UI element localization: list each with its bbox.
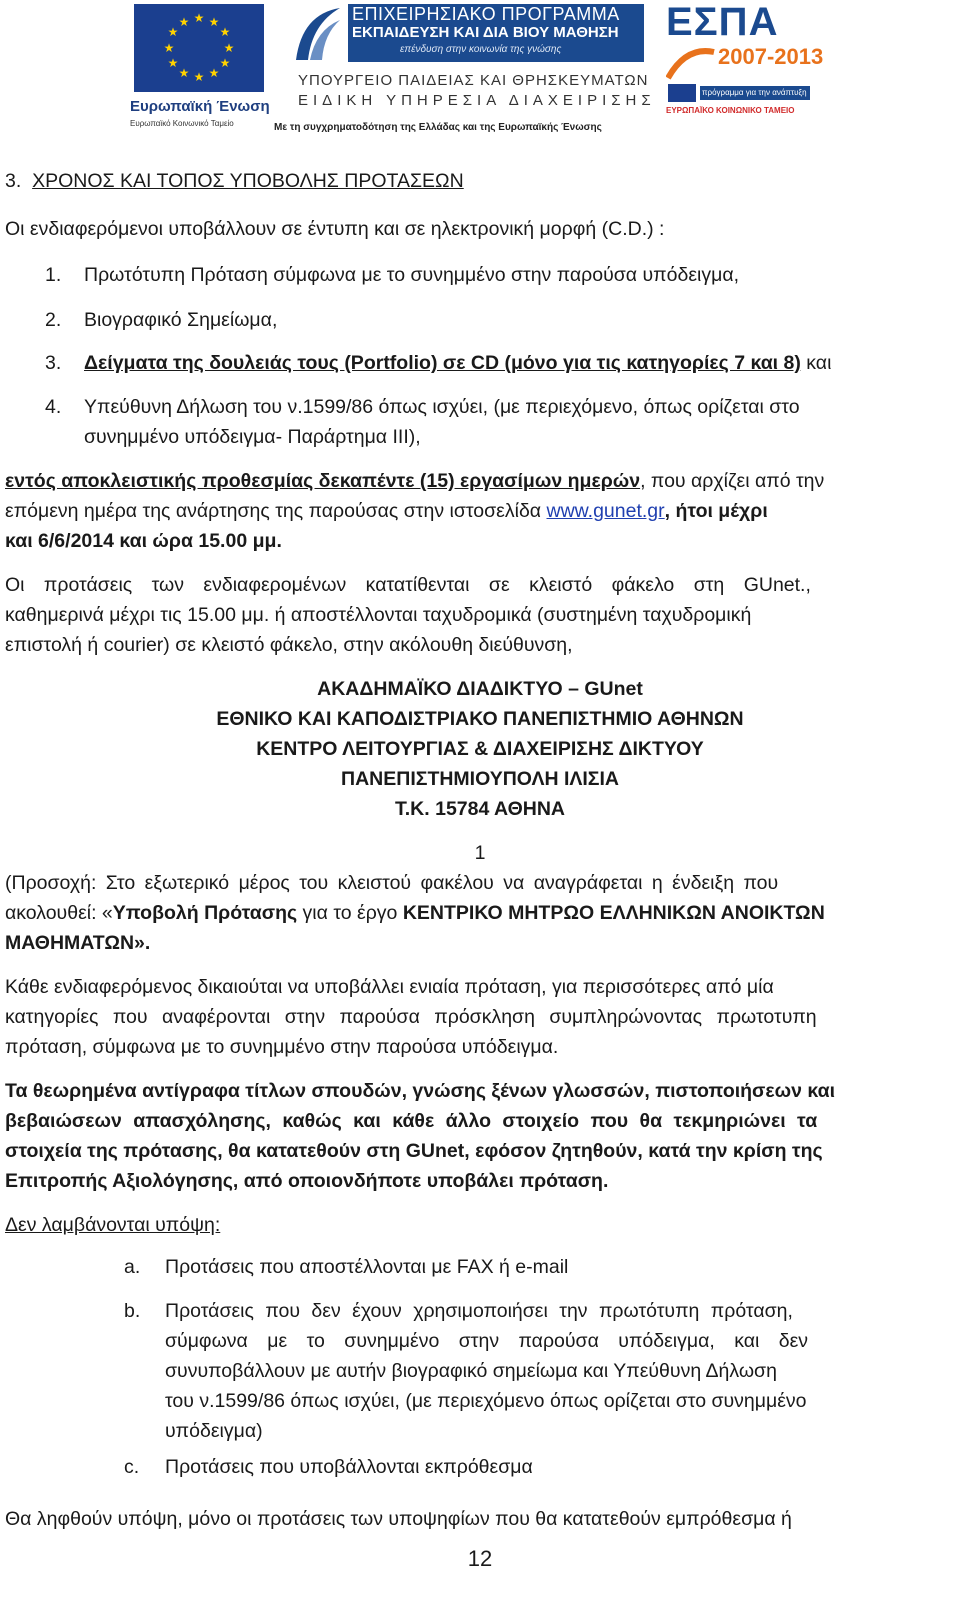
attention-bold2: ΚΕΝΤΡΙΚΟ ΜΗΤΡΩΟ ΕΛΛΗΝΙΚΩΝ ΑΝΟΙΚΤΩΝ <box>402 902 825 924</box>
list-item-line: του ν.1599/86 όπως ισχύει, (με περιεχόμενο όπως ορίζεται στο συνημμένο <box>165 1390 807 1412</box>
svg-text:★: ★ <box>178 15 190 29</box>
final-line: Θα ληφθούν υπόψη, μόνο οι προτάσεις των υποψηφίων που θα κατατεθούν εμπρόθεσμα ή <box>5 1508 792 1530</box>
attention-bold1: Υποβολή Πρότασης <box>112 902 298 924</box>
deadline-line2 <box>5 496 768 526</box>
deadline-line2-bold: , ήτοι μέχρι <box>664 500 768 522</box>
gunet-link[interactable]: www.gunet.gr <box>546 500 665 522</box>
deadline-line2-text: επόμενη ημέρα της ανάρτησης της παρούσας στην ιστοσελίδα <box>5 500 547 522</box>
footnote-mark: 1 <box>474 842 486 864</box>
section-heading <box>5 166 464 196</box>
section-number: 3. <box>5 170 22 192</box>
op-logo-line1: ΕΠΙΧΕΙΡΗΣΙΑΚΟ ΠΡΟΓΡΑΜΜΑ <box>352 4 620 24</box>
list-item-suffix: και <box>800 352 832 374</box>
certified-line2: βεβαιώσεων απασχόλησης, καθώς και κάθε άλλο στοιχείο που θα τεκμηριώνει τα <box>5 1110 818 1132</box>
espa-logo-title: ΕΣΠΑ <box>666 0 779 44</box>
espa-arc-icon <box>666 44 716 80</box>
list-number: 3. <box>45 352 62 374</box>
svg-text:★: ★ <box>219 56 231 70</box>
attention-mid: για το έργο <box>297 902 403 924</box>
intro-text: Οι ενδιαφερόμενοι υποβάλλουν σε έντυπη και σε ηλεκτρονική μορφή (C.D.) : <box>5 218 665 240</box>
address-line: ΑΚΑΔΗΜΑΪΚΟ ΔΙΑΔΙΚΤΥΟ – GUnet <box>317 678 643 700</box>
svg-text:★: ★ <box>208 66 220 80</box>
list-item <box>84 348 831 378</box>
cofinance-text: Με τη συγχρηματοδότηση της Ελλάδας και της Ευρωπαϊκής Ένωσης <box>274 122 602 133</box>
op-logo-line3: επένδυση στην κοινωνία της γνώσης <box>400 44 562 55</box>
list-number: 4. <box>45 396 62 418</box>
certified-line1: Τα θεωρημένα αντίγραφα τίτλων σπουδών, γνώσης ξένων γλωσσών, πιστοποιήσεων και <box>5 1080 836 1102</box>
eu-flag-logo <box>134 4 264 92</box>
attention-line3: ΜΑΘΗΜΑΤΩΝ». <box>5 932 151 954</box>
single-proposal-line3: πρόταση, σύμφωνα με το συνημμένο στην παρούσα υπόδειγμα. <box>5 1036 559 1058</box>
list-letter: a. <box>124 1256 141 1278</box>
svg-text:★: ★ <box>208 15 220 29</box>
address-line: ΠΑΝΕΠΙΣΤΗΜΙΟΥΠΟΛΗ ΙΛΙΣΙΑ <box>340 768 620 790</box>
address-line: Τ.Κ. 15784 ΑΘΗΝΑ <box>395 798 565 820</box>
svg-text:★: ★ <box>193 70 205 84</box>
list-item: Προτάσεις που αποστέλλονται με FAX ή e-mail <box>165 1256 569 1278</box>
attention-line2 <box>5 898 825 928</box>
list-item: Πρωτότυπη Πρόταση σύμφωνα με το συνημμένο στην παρούσα υπόδειγμα, <box>84 264 740 286</box>
single-proposal-line2: κατηγορίες που αναφέρονται στην παρούσα πρόσκληση συμπληρώνοντας πρωτοτυπη <box>5 1006 817 1028</box>
deadline-after: , που αρχίζει από την <box>640 470 825 492</box>
list-item-line: σύμφωνα με το συνημμένο στην παρούσα υπόδειγμα, και δεν <box>165 1330 809 1352</box>
svg-text:★: ★ <box>219 25 231 39</box>
list-number: 2. <box>45 309 62 331</box>
deadline-date: και 6/6/2014 και ώρα 15.00 μμ. <box>5 530 282 552</box>
certified-line4: Επιτροπής Αξιολόγησης, από οποιονδήποτε υποβάλει πρόταση. <box>5 1170 609 1192</box>
list-item-line: Προτάσεις που δεν έχουν χρησιμοποιήσει την πρωτότυπη πρόταση, <box>165 1300 793 1322</box>
deadline-line1 <box>5 466 824 496</box>
svg-text:★: ★ <box>223 41 235 55</box>
ministry-line2: ΕΙΔΙΚΗ ΥΠΗΡΕΣΙΑ ΔΙΑΧΕΙΡΙΣΗΣ <box>298 92 656 109</box>
submit-line3: επιστολή ή courier) σε κλειστό φάκελο, στην ακόλουθη διεύθυνση, <box>5 634 573 656</box>
attention-line1: (Προσοχή: Στο εξωτερικό μέρος του κλειστού φακέλου να αναγράφεται η ένδειξη που <box>5 872 779 894</box>
svg-text:★: ★ <box>167 56 179 70</box>
espa-logo-years: 2007-2013 <box>718 44 824 69</box>
list-item: Βιογραφικό Σημείωμα, <box>84 309 278 331</box>
espa-fund-text: ΕΥΡΩΠΑΪΚΟ ΚΟΙΝΩΝΙΚΟ ΤΑΜΕΙΟ <box>666 106 795 115</box>
list-item-line: συνημμένο υπόδειγμα- Παράρτημα ΙΙΙ), <box>84 426 421 448</box>
svg-text:★: ★ <box>178 66 190 80</box>
submit-line2: καθημερινά μέχρι τις 15.00 μμ. ή αποστέλλονται ταχυδρομικά (συστημένη ταχυδρομική <box>5 604 752 626</box>
ministry-line1: ΥΠΟΥΡΓΕΙΟ ΠΑΙΔΕΙΑΣ ΚΑΙ ΘΡΗΣΚΕΥΜΑΤΩΝ <box>298 72 649 89</box>
list-item-line: υπόδειγμα) <box>165 1420 263 1442</box>
page-number: 12 <box>467 1546 493 1571</box>
submit-line1: Οι προτάσεις των ενδιαφερομένων κατατίθενται σε κλειστό φάκελο στη GUnet., <box>5 574 811 596</box>
list-letter: c. <box>124 1456 140 1478</box>
svg-text:★: ★ <box>193 11 205 25</box>
attention-pre: ακολουθεί: « <box>5 902 113 924</box>
op-logo-line2: ΕΚΠΑΙΔΕΥΣΗ ΚΑΙ ΔΙΑ ΒΙΟΥ ΜΑΘΗΣΗ <box>352 24 619 41</box>
address-line: ΚΕΝΤΡΟ ΛΕΙΤΟΥΡΓΙΑΣ & ΔΙΑΧΕΙΡΙΣΗΣ ΔΙΚΤΥΟΥ <box>256 738 704 760</box>
list-number: 1. <box>45 264 62 286</box>
eu-logo-title: Ευρωπαϊκή Ένωση <box>130 98 270 115</box>
list-letter: b. <box>124 1300 141 1322</box>
section-title: ΧΡΟΝΟΣ ΚΑΙ ΤΟΠΟΣ ΥΠΟΒΟΛΗΣ ΠΡΟΤΑΣΕΩΝ <box>32 170 464 192</box>
eu-logo-subtitle: Ευρωπαϊκό Κοινωνικό Ταμείο <box>130 119 234 128</box>
svg-text:★: ★ <box>167 25 179 39</box>
op-swoosh-icon <box>292 4 344 64</box>
list-item: Προτάσεις που υποβάλλονται εκπρόθεσμα <box>165 1456 533 1478</box>
espa-eu-flag-icon <box>668 84 696 102</box>
list-item-line: Υπεύθυνη Δήλωση του ν.1599/86 όπως ισχύει, (με περιεχόμενο, όπως ορίζεται στο <box>84 396 800 418</box>
eu-stars-icon <box>134 4 264 92</box>
espa-bar-text: πρόγραμμα για την ανάπτυξη <box>702 88 807 97</box>
certified-line3: στοιχεία της πρότασης, θα κατατεθούν στη GUnet, εφόσον ζητηθούν, κατά την κρίση της <box>5 1140 823 1162</box>
single-proposal-line1: Κάθε ενδιαφερόμενος δικαιούται να υποβάλλει ενιαία πρόταση, για περισσότερες από μία <box>5 976 774 998</box>
not-considered-heading: Δεν λαμβάνονται υπόψη: <box>5 1214 221 1236</box>
address-line: ΕΘΝΙΚΟ ΚΑΙ ΚΑΠΟΔΙΣΤΡΙΑΚΟ ΠΑΝΕΠΙΣΤΗΜΙΟ ΑΘΗΝΩΝ <box>216 708 744 730</box>
deadline-emphasis: εντός αποκλειστικής προθεσμίας δεκαπέντε (15) εργασίμων ημερών <box>5 470 641 492</box>
svg-text:★: ★ <box>163 41 175 55</box>
list-item-line: συνυποβάλλουν με αυτήν βιογραφικό σημείωμα και Υπεύθυνη Δήλωση <box>165 1360 777 1382</box>
portfolio-text: Δείγματα της δουλειάς τους (Portfolio) σε CD (μόνο για τις κατηγορίες 7 και 8) <box>84 352 801 374</box>
